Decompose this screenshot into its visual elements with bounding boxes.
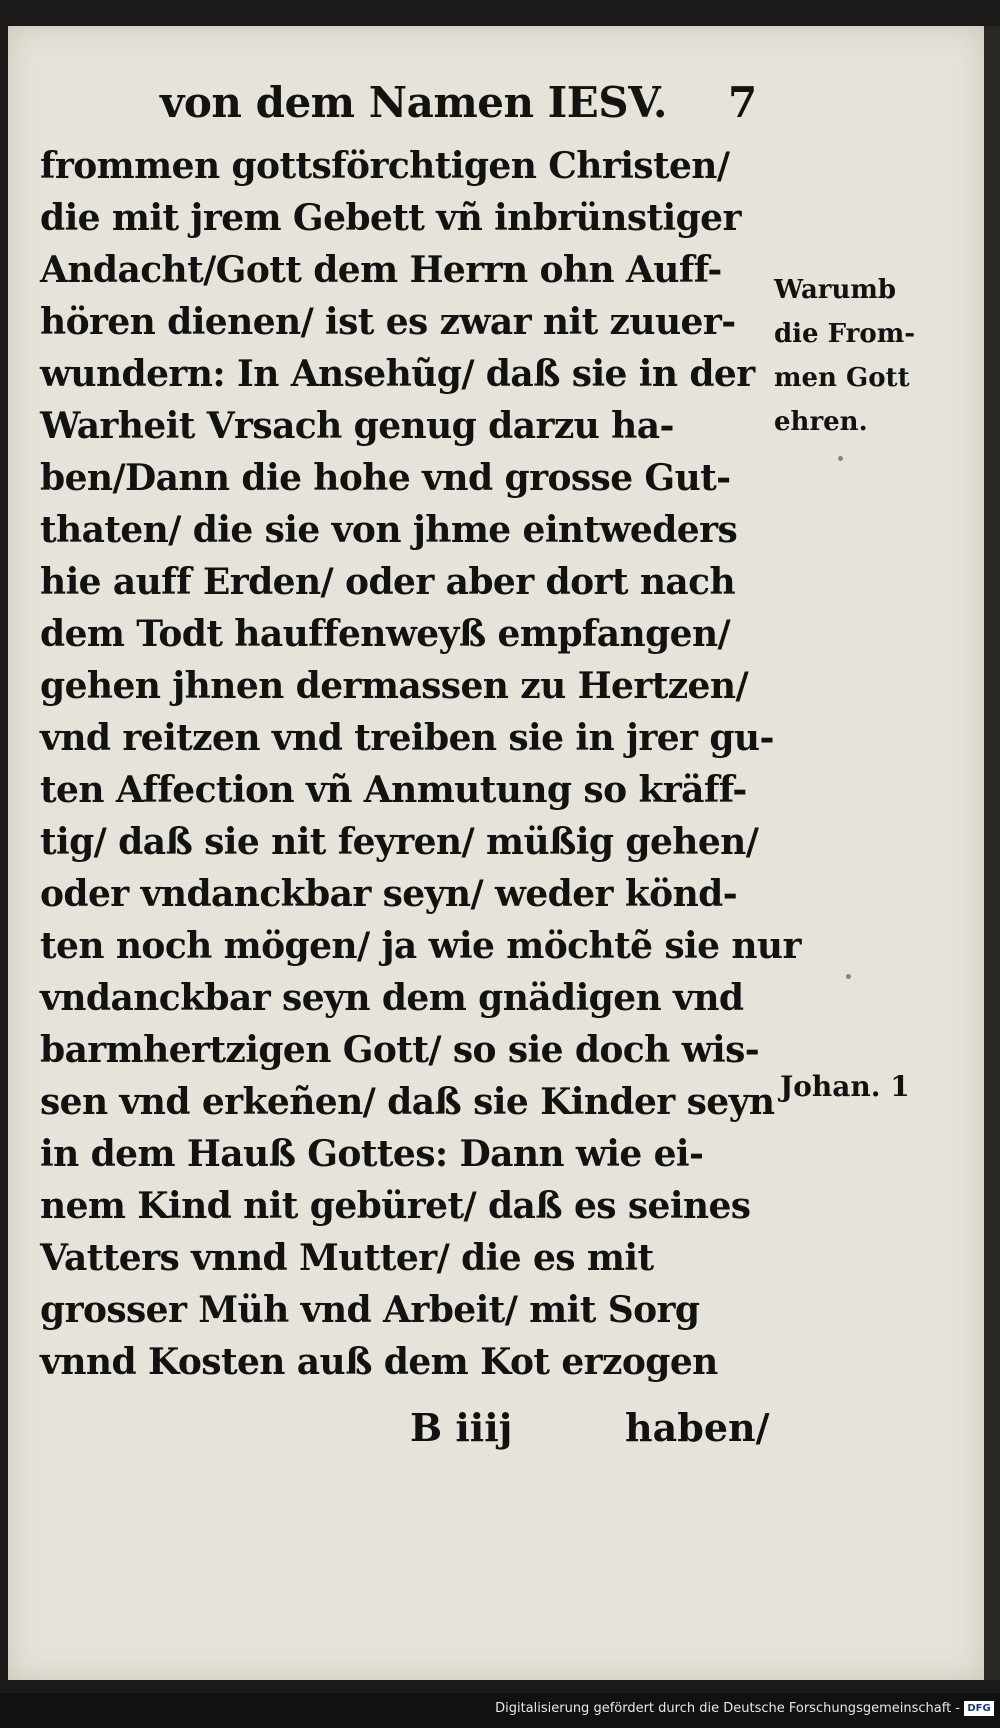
text-line: ten noch mögen/ ja wie möchtẽ sie nur: [40, 925, 801, 967]
footer-bar: [0, 1693, 1000, 1728]
running-title: von dem Namen IESV.: [160, 78, 668, 127]
catch-row: [40, 1405, 770, 1461]
text-line: ben/Dann die hohe vnd grosse Gut-: [40, 457, 731, 499]
text-line: wundern: In Ansehũg/ daß sie in der: [40, 353, 755, 395]
text-line: gehen jhnen dermassen zu Hertzen/: [40, 665, 748, 707]
text-line: barmhertzigen Gott/ so sie doch wis-: [40, 1029, 760, 1071]
signature-mark: B iiij: [410, 1405, 513, 1450]
text-line: in dem Hauß Gottes: Dann wie ei-: [40, 1133, 704, 1175]
marginal-note-line: ehren.: [774, 407, 868, 437]
catchword: haben/: [625, 1405, 770, 1450]
paper-speck: [838, 456, 843, 461]
marginal-note: [774, 268, 954, 444]
page-header: [160, 78, 760, 138]
text-line: oder vndanckbar seyn/ weder könd-: [40, 873, 738, 915]
page-edge: [984, 26, 1000, 1680]
text-line: dem Todt hauffenweyß empfangen/: [40, 613, 731, 655]
text-line: grosser Müh vnd Arbeit/ mit Sorg: [40, 1289, 700, 1331]
text-line: Warheit Vrsach genug darzu ha-: [40, 405, 674, 447]
main-text-block: [40, 140, 801, 1388]
text-line: vnnd Kosten auß dem Kot erzogen: [40, 1341, 718, 1383]
text-line: thaten/ die sie von jhme eintweders: [40, 509, 738, 551]
text-line: frommen gottsförchtigen Christen/: [40, 145, 730, 187]
page-number: 7: [728, 78, 758, 127]
funding-credit: Digitalisierung gefördert durch die Deutsche Forschungsgemeinschaft -: [495, 1701, 960, 1716]
text-line: hie auff Erden/ oder aber dort nach: [40, 561, 736, 603]
text-line: die mit jrem Gebett vñ inbrünstiger: [40, 197, 741, 239]
text-line: sen vnd erkeñen/ daß sie Kinder seyn: [40, 1081, 775, 1123]
marginal-note-line: men Gott: [774, 363, 910, 393]
text-line: tig/ daß sie nit feyren/ müßig gehen/: [40, 821, 759, 863]
text-line: Vatters vnnd Mutter/ die es mit: [40, 1237, 654, 1279]
text-line: vnd reitzen vnd treiben sie in jrer gu-: [40, 717, 774, 759]
text-line: vndanckbar seyn dem gnädigen vnd: [40, 977, 744, 1019]
paper-speck: [846, 974, 851, 979]
text-line: ten Affection vñ Anmutung so kräff-: [40, 769, 747, 811]
text-line: hören dienen/ ist es zwar nit zuuer-: [40, 301, 736, 343]
dfg-logo: DFG: [964, 1701, 994, 1716]
marginal-note-line: die From-: [774, 319, 915, 349]
marginal-note-line: Warumb: [774, 275, 897, 305]
text-line: nem Kind nit gebüret/ daß es seines: [40, 1185, 751, 1227]
marginal-reference: Johan. 1: [780, 1070, 910, 1103]
text-line: Andacht/Gott dem Herrn ohn Auff-: [40, 249, 722, 291]
